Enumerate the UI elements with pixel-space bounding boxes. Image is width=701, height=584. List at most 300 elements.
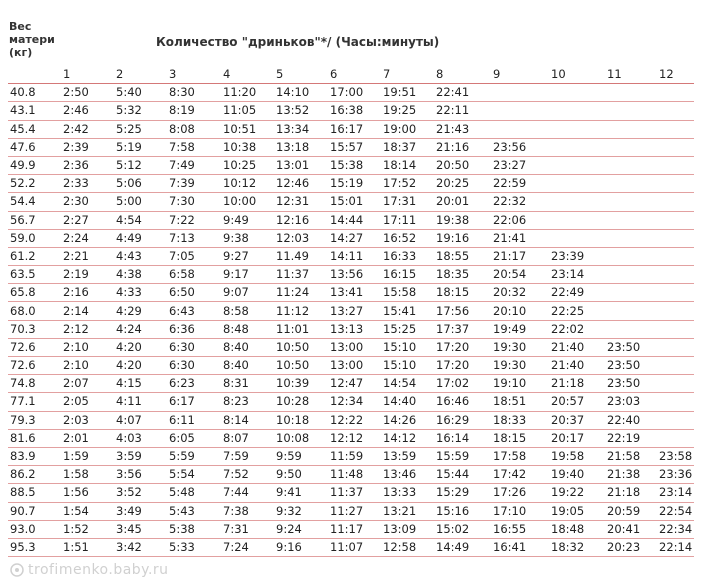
time-cell: 15:57 bbox=[328, 138, 381, 156]
time-cell bbox=[657, 375, 694, 393]
weight-cell: 77.1 bbox=[8, 393, 61, 411]
time-cell: 21:16 bbox=[434, 138, 491, 156]
time-cell: 15:44 bbox=[434, 466, 491, 484]
time-cell: 17:37 bbox=[434, 320, 491, 338]
time-cell: 22:02 bbox=[549, 320, 605, 338]
table-row bbox=[8, 84, 694, 102]
time-cell: 8:08 bbox=[167, 120, 221, 138]
time-cell: 16:46 bbox=[434, 393, 491, 411]
time-cell bbox=[549, 229, 605, 247]
time-cell: 22:54 bbox=[657, 502, 694, 520]
time-cell: 23:14 bbox=[549, 266, 605, 284]
time-cell: 9:32 bbox=[274, 502, 328, 520]
time-cell: 20:54 bbox=[491, 266, 549, 284]
time-cell: 19:51 bbox=[381, 84, 434, 102]
time-cell: 12:34 bbox=[328, 393, 381, 411]
time-cell: 22:06 bbox=[491, 211, 549, 229]
time-cell bbox=[657, 247, 694, 265]
time-cell: 21:43 bbox=[434, 120, 491, 138]
time-cell: 6:30 bbox=[167, 338, 221, 356]
time-cell: 12:47 bbox=[328, 375, 381, 393]
time-cell bbox=[549, 175, 605, 193]
time-cell: 2:19 bbox=[61, 266, 114, 284]
column-header: 3 bbox=[167, 66, 221, 84]
time-cell: 9:50 bbox=[274, 466, 328, 484]
time-cell bbox=[657, 211, 694, 229]
table-row bbox=[8, 502, 694, 520]
time-cell: 19:05 bbox=[549, 502, 605, 520]
weight-cell: 54.4 bbox=[8, 193, 61, 211]
time-cell: 16:17 bbox=[328, 120, 381, 138]
time-cell: 21:18 bbox=[605, 484, 657, 502]
time-cell: 2:42 bbox=[61, 120, 114, 138]
time-cell: 2:03 bbox=[61, 411, 114, 429]
time-cell: 9:38 bbox=[221, 229, 274, 247]
time-cell: 23:27 bbox=[491, 156, 549, 174]
time-cell bbox=[657, 120, 694, 138]
time-cell bbox=[657, 138, 694, 156]
time-cell: 23:14 bbox=[657, 484, 694, 502]
time-cell: 8:48 bbox=[221, 320, 274, 338]
time-cell: 4:20 bbox=[114, 338, 167, 356]
time-cell: 15:41 bbox=[381, 302, 434, 320]
time-cell: 7:38 bbox=[221, 502, 274, 520]
time-cell: 8:19 bbox=[167, 102, 221, 120]
time-cell: 1:58 bbox=[61, 466, 114, 484]
table-row bbox=[8, 266, 694, 284]
time-cell: 10:39 bbox=[274, 375, 328, 393]
time-cell: 10:25 bbox=[221, 156, 274, 174]
time-cell: 16:15 bbox=[381, 266, 434, 284]
time-cell: 2:10 bbox=[61, 338, 114, 356]
time-cell: 3:45 bbox=[114, 520, 167, 538]
time-cell: 15:16 bbox=[434, 502, 491, 520]
time-cell: 17:00 bbox=[328, 84, 381, 102]
time-cell: 13:59 bbox=[381, 447, 434, 465]
time-cell: 23:50 bbox=[605, 338, 657, 356]
time-cell: 21:40 bbox=[549, 357, 605, 375]
table-row bbox=[8, 338, 694, 356]
column-header: 7 bbox=[381, 66, 434, 84]
time-cell: 15:58 bbox=[381, 284, 434, 302]
time-cell: 11:01 bbox=[274, 320, 328, 338]
time-cell: 17:56 bbox=[434, 302, 491, 320]
time-cell: 20:50 bbox=[434, 156, 491, 174]
time-cell bbox=[657, 175, 694, 193]
time-cell: 18:55 bbox=[434, 247, 491, 265]
time-cell: 10:12 bbox=[221, 175, 274, 193]
time-cell: 2:21 bbox=[61, 247, 114, 265]
time-cell: 13:09 bbox=[381, 520, 434, 538]
time-cell: 11:37 bbox=[274, 266, 328, 284]
weight-cell: 49.9 bbox=[8, 156, 61, 174]
time-cell: 5:38 bbox=[167, 520, 221, 538]
weight-cell: 95.3 bbox=[8, 538, 61, 556]
time-cell: 5:40 bbox=[114, 84, 167, 102]
time-cell: 15:25 bbox=[381, 320, 434, 338]
time-cell: 2:10 bbox=[61, 357, 114, 375]
time-cell: 13:00 bbox=[328, 357, 381, 375]
time-cell: 17:26 bbox=[491, 484, 549, 502]
time-cell: 2:24 bbox=[61, 229, 114, 247]
weight-label-line1: Вес bbox=[9, 20, 32, 33]
weight-cell: 70.3 bbox=[8, 320, 61, 338]
time-cell: 7:31 bbox=[221, 520, 274, 538]
weight-cell: 93.0 bbox=[8, 520, 61, 538]
time-cell: 22:49 bbox=[549, 284, 605, 302]
time-cell: 10:08 bbox=[274, 429, 328, 447]
time-cell: 8:58 bbox=[221, 302, 274, 320]
weight-header bbox=[9, 20, 55, 59]
time-cell: 12:03 bbox=[274, 229, 328, 247]
time-cell: 16:55 bbox=[491, 520, 549, 538]
time-cell: 12:58 bbox=[381, 538, 434, 556]
time-cell: 21:40 bbox=[549, 338, 605, 356]
time-cell: 18:15 bbox=[434, 284, 491, 302]
time-cell: 2:36 bbox=[61, 156, 114, 174]
weight-cell: 56.7 bbox=[8, 211, 61, 229]
time-cell: 20:41 bbox=[605, 520, 657, 538]
time-cell: 14:11 bbox=[328, 247, 381, 265]
time-cell: 17:02 bbox=[434, 375, 491, 393]
time-cell: 23:50 bbox=[605, 357, 657, 375]
time-cell: 17:58 bbox=[491, 447, 549, 465]
time-cell: 13:34 bbox=[274, 120, 328, 138]
time-cell bbox=[491, 84, 549, 102]
time-cell bbox=[605, 102, 657, 120]
time-cell: 9:49 bbox=[221, 211, 274, 229]
weight-cell: 68.0 bbox=[8, 302, 61, 320]
time-cell: 16:33 bbox=[381, 247, 434, 265]
weight-cell: 90.7 bbox=[8, 502, 61, 520]
column-header: 12 bbox=[657, 66, 694, 84]
time-cell: 12:46 bbox=[274, 175, 328, 193]
time-cell: 11:24 bbox=[274, 284, 328, 302]
time-cell bbox=[657, 338, 694, 356]
time-cell bbox=[657, 411, 694, 429]
table-row bbox=[8, 411, 694, 429]
time-cell: 22:11 bbox=[434, 102, 491, 120]
time-cell bbox=[549, 102, 605, 120]
time-cell: 22:59 bbox=[491, 175, 549, 193]
table-row bbox=[8, 538, 694, 556]
time-cell: 19:30 bbox=[491, 338, 549, 356]
table-row bbox=[8, 284, 694, 302]
time-cell: 23:56 bbox=[491, 138, 549, 156]
time-cell: 13:41 bbox=[328, 284, 381, 302]
baby-logo-icon bbox=[10, 563, 24, 577]
time-cell: 17:20 bbox=[434, 338, 491, 356]
time-cell: 12:22 bbox=[328, 411, 381, 429]
column-header: 10 bbox=[549, 66, 605, 84]
time-cell: 19:16 bbox=[434, 229, 491, 247]
time-cell bbox=[605, 175, 657, 193]
time-cell: 19:10 bbox=[491, 375, 549, 393]
time-cell: 14:27 bbox=[328, 229, 381, 247]
time-cell: 2:33 bbox=[61, 175, 114, 193]
time-cell bbox=[549, 138, 605, 156]
table-row bbox=[8, 229, 694, 247]
time-cell: 18:32 bbox=[549, 538, 605, 556]
table-row bbox=[8, 520, 694, 538]
time-cell: 2:46 bbox=[61, 102, 114, 120]
weight-cell: 59.0 bbox=[8, 229, 61, 247]
time-cell: 7:49 bbox=[167, 156, 221, 174]
time-cell: 10:51 bbox=[221, 120, 274, 138]
time-cell bbox=[491, 120, 549, 138]
time-cell: 17:20 bbox=[434, 357, 491, 375]
time-cell: 20:17 bbox=[549, 429, 605, 447]
time-cell: 21:41 bbox=[491, 229, 549, 247]
time-cell: 10:18 bbox=[274, 411, 328, 429]
time-cell: 6:58 bbox=[167, 266, 221, 284]
time-cell: 5:12 bbox=[114, 156, 167, 174]
time-cell bbox=[657, 229, 694, 247]
time-cell: 10:50 bbox=[274, 338, 328, 356]
header-cell-weight bbox=[8, 66, 61, 84]
weight-cell: 79.3 bbox=[8, 411, 61, 429]
column-header: 2 bbox=[114, 66, 167, 84]
time-cell: 13:01 bbox=[274, 156, 328, 174]
time-cell: 14:49 bbox=[434, 538, 491, 556]
time-cell: 8:31 bbox=[221, 375, 274, 393]
time-cell: 22:19 bbox=[605, 429, 657, 447]
time-cell: 6:36 bbox=[167, 320, 221, 338]
column-header: 6 bbox=[328, 66, 381, 84]
weight-cell: 47.6 bbox=[8, 138, 61, 156]
time-cell: 20:25 bbox=[434, 175, 491, 193]
table-title: Количество "дриньков"*/ (Часы:минуты) bbox=[156, 35, 440, 49]
column-header: 1 bbox=[61, 66, 114, 84]
time-cell: 2:12 bbox=[61, 320, 114, 338]
time-cell: 17:31 bbox=[381, 193, 434, 211]
time-cell: 4:24 bbox=[114, 320, 167, 338]
time-cell: 22:41 bbox=[434, 84, 491, 102]
time-cell: 4:29 bbox=[114, 302, 167, 320]
time-cell: 13:21 bbox=[381, 502, 434, 520]
time-cell: 22:14 bbox=[657, 538, 694, 556]
time-cell: 23:50 bbox=[605, 375, 657, 393]
time-cell: 7:13 bbox=[167, 229, 221, 247]
time-cell: 3:42 bbox=[114, 538, 167, 556]
table-row bbox=[8, 466, 694, 484]
time-cell: 6:50 bbox=[167, 284, 221, 302]
time-cell: 20:37 bbox=[549, 411, 605, 429]
time-cell: 22:32 bbox=[491, 193, 549, 211]
time-cell: 5:19 bbox=[114, 138, 167, 156]
time-cell bbox=[657, 284, 694, 302]
time-cell: 21:17 bbox=[491, 247, 549, 265]
time-cell: 13:00 bbox=[328, 338, 381, 356]
time-cell bbox=[605, 320, 657, 338]
time-cell: 2:50 bbox=[61, 84, 114, 102]
time-cell: 6:05 bbox=[167, 429, 221, 447]
time-cell: 17:10 bbox=[491, 502, 549, 520]
time-cell: 4:11 bbox=[114, 393, 167, 411]
time-cell bbox=[657, 102, 694, 120]
time-cell: 22:40 bbox=[605, 411, 657, 429]
time-cell: 19:00 bbox=[381, 120, 434, 138]
time-cell bbox=[657, 193, 694, 211]
weight-cell: 72.6 bbox=[8, 338, 61, 356]
table-row bbox=[8, 429, 694, 447]
time-cell bbox=[549, 211, 605, 229]
time-cell: 7:30 bbox=[167, 193, 221, 211]
time-cell: 13:27 bbox=[328, 302, 381, 320]
table-row bbox=[8, 138, 694, 156]
time-cell: 2:05 bbox=[61, 393, 114, 411]
time-cell: 15:29 bbox=[434, 484, 491, 502]
weight-cell: 65.8 bbox=[8, 284, 61, 302]
time-cell: 6:30 bbox=[167, 357, 221, 375]
time-cell bbox=[605, 211, 657, 229]
time-cell: 9:07 bbox=[221, 284, 274, 302]
time-cell: 5:32 bbox=[114, 102, 167, 120]
time-cell: 4:07 bbox=[114, 411, 167, 429]
time-cell: 9:27 bbox=[221, 247, 274, 265]
time-cell bbox=[657, 357, 694, 375]
time-cell: 21:58 bbox=[605, 447, 657, 465]
time-cell: 22:25 bbox=[549, 302, 605, 320]
column-header: 11 bbox=[605, 66, 657, 84]
header-row bbox=[8, 66, 694, 84]
table-row bbox=[8, 393, 694, 411]
time-cell: 2:16 bbox=[61, 284, 114, 302]
time-cell: 18:48 bbox=[549, 520, 605, 538]
time-cell: 23:03 bbox=[605, 393, 657, 411]
time-cell: 17:11 bbox=[381, 211, 434, 229]
weight-cell: 63.5 bbox=[8, 266, 61, 284]
time-cell: 5:06 bbox=[114, 175, 167, 193]
time-cell: 2:30 bbox=[61, 193, 114, 211]
time-cell: 16:38 bbox=[328, 102, 381, 120]
time-cell: 15:38 bbox=[328, 156, 381, 174]
time-cell: 13:56 bbox=[328, 266, 381, 284]
weight-cell: 86.2 bbox=[8, 466, 61, 484]
table-row bbox=[8, 447, 694, 465]
time-cell: 7:52 bbox=[221, 466, 274, 484]
time-cell: 9:17 bbox=[221, 266, 274, 284]
weight-cell: 72.6 bbox=[8, 357, 61, 375]
time-cell: 2:07 bbox=[61, 375, 114, 393]
time-cell bbox=[657, 429, 694, 447]
time-cell: 4:38 bbox=[114, 266, 167, 284]
time-cell: 7:22 bbox=[167, 211, 221, 229]
time-cell: 10:50 bbox=[274, 357, 328, 375]
time-cell bbox=[657, 393, 694, 411]
time-cell: 21:18 bbox=[549, 375, 605, 393]
time-cell: 23:36 bbox=[657, 466, 694, 484]
time-cell: 20:01 bbox=[434, 193, 491, 211]
table-row bbox=[8, 193, 694, 211]
time-cell: 18:35 bbox=[434, 266, 491, 284]
weight-cell: 61.2 bbox=[8, 247, 61, 265]
time-cell: 18:51 bbox=[491, 393, 549, 411]
time-cell: 4:49 bbox=[114, 229, 167, 247]
time-cell bbox=[549, 156, 605, 174]
time-cell bbox=[657, 302, 694, 320]
table-row bbox=[8, 357, 694, 375]
time-cell: 20:57 bbox=[549, 393, 605, 411]
table-row bbox=[8, 211, 694, 229]
time-cell: 14:12 bbox=[381, 429, 434, 447]
time-cell: 15:01 bbox=[328, 193, 381, 211]
time-cell: 12:16 bbox=[274, 211, 328, 229]
time-cell: 13:46 bbox=[381, 466, 434, 484]
time-cell: 20:10 bbox=[491, 302, 549, 320]
time-cell bbox=[657, 84, 694, 102]
time-cell: 18:14 bbox=[381, 156, 434, 174]
table-row bbox=[8, 375, 694, 393]
weight-cell: 74.8 bbox=[8, 375, 61, 393]
time-cell bbox=[605, 229, 657, 247]
time-cell: 8:40 bbox=[221, 357, 274, 375]
time-cell: 13:52 bbox=[274, 102, 328, 120]
time-cell: 11:07 bbox=[328, 538, 381, 556]
time-cell: 11:17 bbox=[328, 520, 381, 538]
time-cell bbox=[605, 193, 657, 211]
time-cell: 21:38 bbox=[605, 466, 657, 484]
time-cell: 3:52 bbox=[114, 484, 167, 502]
time-cell: 1:56 bbox=[61, 484, 114, 502]
time-cell: 19:58 bbox=[549, 447, 605, 465]
time-cell bbox=[605, 302, 657, 320]
time-cell: 16:14 bbox=[434, 429, 491, 447]
table-header bbox=[8, 66, 694, 84]
time-cell: 8:30 bbox=[167, 84, 221, 102]
time-cell: 6:17 bbox=[167, 393, 221, 411]
time-cell bbox=[605, 84, 657, 102]
time-cell: 22:34 bbox=[657, 520, 694, 538]
time-cell bbox=[549, 193, 605, 211]
time-cell: 2:01 bbox=[61, 429, 114, 447]
time-cell: 1:52 bbox=[61, 520, 114, 538]
time-cell: 12:12 bbox=[328, 429, 381, 447]
time-cell: 11:37 bbox=[328, 484, 381, 502]
time-cell bbox=[605, 266, 657, 284]
table-row bbox=[8, 156, 694, 174]
time-cell: 11:05 bbox=[221, 102, 274, 120]
time-cell: 7:44 bbox=[221, 484, 274, 502]
time-cell: 7:39 bbox=[167, 175, 221, 193]
time-cell: 8:23 bbox=[221, 393, 274, 411]
time-cell: 5:59 bbox=[167, 447, 221, 465]
time-cell: 7:05 bbox=[167, 247, 221, 265]
time-cell: 2:14 bbox=[61, 302, 114, 320]
time-cell: 9:16 bbox=[274, 538, 328, 556]
table-row bbox=[8, 247, 694, 265]
time-cell: 5:43 bbox=[167, 502, 221, 520]
time-cell: 15:10 bbox=[381, 357, 434, 375]
time-cell: 11.49 bbox=[274, 247, 328, 265]
time-cell: 4:03 bbox=[114, 429, 167, 447]
time-cell: 8:07 bbox=[221, 429, 274, 447]
time-cell: 3:56 bbox=[114, 466, 167, 484]
time-cell: 9:41 bbox=[274, 484, 328, 502]
time-cell: 19:49 bbox=[491, 320, 549, 338]
time-cell: 5:54 bbox=[167, 466, 221, 484]
time-cell: 5:48 bbox=[167, 484, 221, 502]
time-cell: 2:27 bbox=[61, 211, 114, 229]
time-cell: 11:59 bbox=[328, 447, 381, 465]
time-cell: 4:15 bbox=[114, 375, 167, 393]
column-header: 5 bbox=[274, 66, 328, 84]
time-cell: 18:33 bbox=[491, 411, 549, 429]
time-cell: 1:54 bbox=[61, 502, 114, 520]
time-cell bbox=[605, 284, 657, 302]
time-cell: 11:12 bbox=[274, 302, 328, 320]
time-cell: 7:24 bbox=[221, 538, 274, 556]
